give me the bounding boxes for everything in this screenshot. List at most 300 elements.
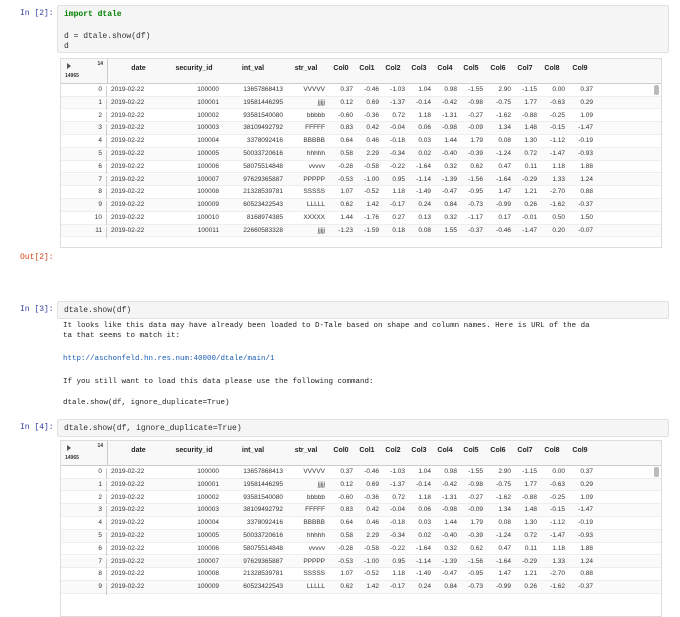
column-header[interactable]: Col7 bbox=[517, 447, 533, 454]
table-cell[interactable]: 1.18 bbox=[392, 188, 405, 196]
table-cell[interactable]: 100010 bbox=[197, 214, 219, 221]
table-cell[interactable]: 0.88 bbox=[580, 188, 593, 196]
table-row[interactable] bbox=[61, 84, 661, 97]
table-cell[interactable]: -1.55 bbox=[468, 468, 483, 475]
table-cell[interactable]: -1.47 bbox=[578, 124, 593, 132]
table-cell[interactable]: 0.13 bbox=[418, 214, 431, 221]
table-cell[interactable]: 0.83 bbox=[340, 506, 353, 514]
column-header[interactable]: str_val bbox=[294, 65, 318, 72]
table-cell[interactable]: -0.58 bbox=[364, 544, 379, 552]
table-cell[interactable]: 0.02 bbox=[418, 150, 431, 157]
table-cell[interactable]: -0.42 bbox=[442, 480, 457, 488]
column-header[interactable]: int_val bbox=[241, 65, 265, 72]
column-header[interactable]: Col6 bbox=[490, 447, 506, 454]
table-cell[interactable]: 0.37 bbox=[580, 468, 593, 475]
table-cell[interactable]: -1.64 bbox=[496, 175, 511, 183]
table-cell[interactable]: -2.70 bbox=[550, 188, 565, 196]
table-cell[interactable]: 2019-02-22 bbox=[111, 201, 145, 209]
table-cell[interactable]: 2019-02-22 bbox=[111, 532, 145, 539]
table-cell[interactable]: 100002 bbox=[197, 111, 219, 119]
table-cell[interactable]: 93581540080 bbox=[243, 111, 283, 119]
table-cell[interactable]: 0.00 bbox=[552, 468, 565, 475]
table-cell[interactable]: -1.03 bbox=[390, 468, 405, 475]
dtale-link[interactable]: http://aschonfeld.hn.res.num:40000/dtale/main/1 bbox=[63, 355, 275, 363]
table-cell[interactable]: 0.08 bbox=[418, 226, 431, 234]
table-cell[interactable]: 0.64 bbox=[340, 137, 353, 145]
table-cell[interactable]: 0.29 bbox=[580, 98, 593, 106]
table-cell[interactable]: 0.58 bbox=[340, 532, 353, 539]
column-header[interactable]: Col5 bbox=[463, 447, 479, 454]
table-cell[interactable]: 2019-02-22 bbox=[111, 506, 145, 514]
table-cell[interactable]: 0.32 bbox=[444, 162, 457, 170]
table-cell[interactable]: 100007 bbox=[197, 175, 219, 183]
table-cell[interactable]: 0.06 bbox=[418, 506, 431, 514]
table-cell[interactable]: -0.95 bbox=[468, 188, 483, 196]
table-cell[interactable]: 1.55 bbox=[444, 226, 457, 234]
table-cell[interactable]: 2.29 bbox=[366, 532, 379, 539]
table-cell[interactable]: -0.25 bbox=[550, 111, 565, 119]
table-cell[interactable]: -1.47 bbox=[550, 532, 565, 539]
table-cell[interactable]: 0.84 bbox=[444, 583, 457, 591]
table-row[interactable] bbox=[61, 148, 661, 161]
table-cell[interactable]: 0.58 bbox=[340, 150, 353, 157]
table-cell[interactable]: -0.46 bbox=[364, 468, 379, 475]
table-cell[interactable]: 0.72 bbox=[392, 111, 405, 119]
table-cell[interactable]: 100008 bbox=[197, 188, 219, 196]
table-cell[interactable]: 13657868413 bbox=[243, 468, 283, 475]
table-cell[interactable]: -0.40 bbox=[442, 532, 457, 539]
table-cell[interactable]: -0.88 bbox=[522, 493, 537, 501]
table-cell[interactable]: -0.09 bbox=[468, 124, 483, 132]
grid-corner[interactable] bbox=[61, 59, 108, 83]
table-cell[interactable]: -0.93 bbox=[578, 150, 593, 157]
table-cell[interactable]: 1.42 bbox=[366, 583, 379, 591]
table-cell[interactable]: 0.37 bbox=[340, 468, 353, 475]
table-cell[interactable]: 0.98 bbox=[444, 468, 457, 475]
table-cell[interactable]: 0.46 bbox=[366, 137, 379, 145]
table-cell[interactable]: 1.18 bbox=[418, 493, 431, 501]
table-cell[interactable]: 22660583328 bbox=[243, 226, 283, 234]
table-cell[interactable]: 19581446295 bbox=[243, 98, 283, 106]
table-cell[interactable]: 0.62 bbox=[340, 201, 353, 209]
table-cell[interactable]: jjjjj bbox=[317, 226, 325, 234]
table-cell[interactable]: 1.44 bbox=[340, 214, 353, 221]
table-cell[interactable]: 0.37 bbox=[340, 86, 353, 93]
table-cell[interactable]: -1.62 bbox=[550, 583, 565, 591]
table-cell[interactable]: 2019-02-22 bbox=[111, 150, 145, 157]
table-cell[interactable]: -0.98 bbox=[442, 506, 457, 514]
code-cell-2[interactable] bbox=[57, 5, 669, 53]
table-cell[interactable]: -0.19 bbox=[578, 137, 593, 145]
table-row[interactable] bbox=[61, 97, 661, 110]
column-header[interactable]: Col9 bbox=[572, 447, 588, 454]
table-cell[interactable]: 2019-02-22 bbox=[111, 493, 145, 501]
table-cell[interactable]: 38109492792 bbox=[243, 124, 283, 132]
table-cell[interactable]: -0.29 bbox=[522, 557, 537, 565]
table-cell[interactable]: -0.95 bbox=[468, 570, 483, 578]
table-cell[interactable]: PPPPP bbox=[303, 557, 325, 565]
table-cell[interactable]: -1.23 bbox=[338, 226, 353, 234]
table-cell[interactable]: 1.50 bbox=[580, 214, 593, 221]
table-cell[interactable]: 0.37 bbox=[580, 86, 593, 93]
table-cell[interactable]: 0.11 bbox=[524, 162, 537, 170]
table-cell[interactable]: 58075514848 bbox=[243, 162, 283, 170]
table-cell[interactable]: 0.08 bbox=[498, 137, 511, 145]
table-cell[interactable]: 1.07 bbox=[340, 188, 353, 196]
table-cell[interactable]: 0.47 bbox=[498, 544, 511, 552]
table-cell[interactable]: 0.29 bbox=[580, 480, 593, 488]
table-row[interactable] bbox=[61, 199, 661, 212]
table-cell[interactable]: 0.72 bbox=[524, 150, 537, 157]
table-cell[interactable]: -1.03 bbox=[390, 86, 405, 93]
table-cell[interactable]: 1.47 bbox=[498, 570, 511, 578]
table-cell[interactable]: -0.18 bbox=[390, 137, 405, 145]
table-cell[interactable]: -0.47 bbox=[442, 188, 457, 196]
table-cell[interactable]: 0.72 bbox=[524, 532, 537, 539]
table-cell[interactable]: 50033720616 bbox=[243, 150, 283, 157]
table-cell[interactable]: 2019-02-22 bbox=[111, 570, 145, 578]
table-cell[interactable]: 2019-02-22 bbox=[111, 544, 145, 552]
table-cell[interactable]: -1.00 bbox=[364, 175, 379, 183]
table-cell[interactable]: 1.42 bbox=[366, 201, 379, 209]
table-cell[interactable]: 100002 bbox=[197, 493, 219, 501]
table-cell[interactable]: 2.90 bbox=[498, 468, 511, 475]
table-cell[interactable]: 100003 bbox=[197, 124, 219, 132]
table-cell[interactable]: -0.27 bbox=[468, 493, 483, 501]
table-cell[interactable]: -0.98 bbox=[468, 98, 483, 106]
table-cell[interactable]: 2019-02-22 bbox=[111, 137, 145, 145]
table-cell[interactable]: 0.95 bbox=[392, 175, 405, 183]
table-cell[interactable]: 2.29 bbox=[366, 150, 379, 157]
table-cell[interactable]: -0.98 bbox=[468, 480, 483, 488]
table-cell[interactable]: -1.55 bbox=[468, 86, 483, 93]
table-cell[interactable]: 0.50 bbox=[552, 214, 565, 221]
table-cell[interactable]: BBBBB bbox=[303, 519, 325, 527]
table-cell[interactable]: -0.14 bbox=[416, 98, 431, 106]
table-cell[interactable]: 1.18 bbox=[552, 544, 565, 552]
table-cell[interactable]: 100000 bbox=[197, 86, 219, 93]
table-cell[interactable]: -0.28 bbox=[338, 544, 353, 552]
table-cell[interactable]: 1.88 bbox=[580, 162, 593, 170]
column-header[interactable]: Col6 bbox=[490, 65, 506, 72]
table-cell[interactable]: 100005 bbox=[197, 532, 219, 539]
table-cell[interactable]: 2019-02-22 bbox=[111, 175, 145, 183]
table-cell[interactable]: 0.03 bbox=[418, 519, 431, 527]
table-cell[interactable]: 2019-02-22 bbox=[111, 214, 145, 221]
table-cell[interactable]: 2019-02-22 bbox=[111, 519, 145, 527]
column-header[interactable]: Col1 bbox=[359, 65, 375, 72]
table-cell[interactable]: -0.52 bbox=[364, 188, 379, 196]
table-cell[interactable]: -0.34 bbox=[390, 532, 405, 539]
table-cell[interactable]: -0.60 bbox=[338, 493, 353, 501]
menu-toggle-icon[interactable] bbox=[67, 63, 71, 69]
table-cell[interactable]: LLLLL bbox=[306, 583, 325, 591]
table-cell[interactable]: 1.77 bbox=[524, 98, 537, 106]
table-cell[interactable]: 1.77 bbox=[524, 480, 537, 488]
table-cell[interactable]: 60523422543 bbox=[243, 201, 283, 209]
table-cell[interactable]: 93581540080 bbox=[243, 493, 283, 501]
table-cell[interactable]: 0.42 bbox=[366, 506, 379, 514]
table-cell[interactable]: 0.26 bbox=[524, 583, 537, 591]
table-row[interactable] bbox=[61, 568, 661, 581]
table-cell[interactable]: 97629365887 bbox=[243, 175, 283, 183]
table-cell[interactable]: -0.18 bbox=[390, 519, 405, 527]
table-cell[interactable]: 1.09 bbox=[580, 493, 593, 501]
table-row[interactable] bbox=[61, 161, 661, 174]
table-row[interactable] bbox=[61, 517, 661, 530]
dtale-grid[interactable] bbox=[60, 58, 662, 248]
table-cell[interactable]: -0.53 bbox=[338, 557, 353, 565]
column-header[interactable]: int_val bbox=[241, 447, 265, 454]
table-cell[interactable]: 100011 bbox=[197, 226, 219, 234]
table-cell[interactable]: 0.24 bbox=[418, 201, 431, 209]
table-cell[interactable]: -1.56 bbox=[468, 557, 483, 565]
table-cell[interactable]: -1.15 bbox=[522, 468, 537, 475]
table-cell[interactable]: 58075514848 bbox=[243, 544, 283, 552]
table-cell[interactable]: XXXXX bbox=[303, 214, 325, 221]
table-cell[interactable]: 0.64 bbox=[340, 519, 353, 527]
table-cell[interactable]: -0.99 bbox=[496, 583, 511, 591]
table-cell[interactable]: 100001 bbox=[197, 98, 219, 106]
table-cell[interactable]: -0.15 bbox=[550, 506, 565, 514]
table-cell[interactable]: -1.14 bbox=[416, 175, 431, 183]
table-cell[interactable]: -0.46 bbox=[364, 86, 379, 93]
table-row[interactable] bbox=[61, 225, 661, 238]
table-cell[interactable]: 0.98 bbox=[444, 86, 457, 93]
table-cell[interactable]: -0.37 bbox=[578, 201, 593, 209]
table-cell[interactable]: -1.12 bbox=[550, 519, 565, 527]
table-cell[interactable]: 100001 bbox=[197, 480, 219, 488]
table-cell[interactable]: -0.39 bbox=[468, 150, 483, 157]
table-cell[interactable]: 1.18 bbox=[392, 570, 405, 578]
table-cell[interactable]: 0.02 bbox=[418, 532, 431, 539]
table-cell[interactable]: -1.56 bbox=[468, 175, 483, 183]
table-cell[interactable]: 1.24 bbox=[580, 557, 593, 565]
column-header[interactable]: Col3 bbox=[411, 65, 427, 72]
table-cell[interactable]: -1.59 bbox=[364, 226, 379, 234]
column-header[interactable]: Col3 bbox=[411, 447, 427, 454]
table-cell[interactable]: vvvvv bbox=[308, 544, 325, 552]
table-cell[interactable]: 100006 bbox=[197, 162, 219, 170]
table-cell[interactable]: -1.49 bbox=[416, 570, 431, 578]
table-cell[interactable]: 2019-02-22 bbox=[111, 86, 145, 93]
table-cell[interactable]: -0.19 bbox=[578, 519, 593, 527]
table-cell[interactable]: hhhhh bbox=[306, 150, 325, 157]
table-cell[interactable]: -1.76 bbox=[364, 214, 379, 221]
table-cell[interactable]: 2019-02-22 bbox=[111, 468, 145, 475]
table-cell[interactable]: 13657868413 bbox=[243, 86, 283, 93]
table-cell[interactable]: -0.88 bbox=[522, 111, 537, 119]
table-cell[interactable]: 1.21 bbox=[524, 188, 537, 196]
table-cell[interactable]: -0.47 bbox=[442, 570, 457, 578]
table-cell[interactable]: 38109492792 bbox=[243, 506, 283, 514]
table-cell[interactable]: vvvvv bbox=[308, 162, 325, 170]
table-cell[interactable]: 0.47 bbox=[498, 162, 511, 170]
table-row[interactable] bbox=[61, 186, 661, 199]
table-cell[interactable]: PPPPP bbox=[303, 175, 325, 183]
table-cell[interactable]: -0.09 bbox=[468, 506, 483, 514]
table-cell[interactable]: 19581446295 bbox=[243, 480, 283, 488]
table-cell[interactable]: LLLLL bbox=[306, 201, 325, 209]
table-cell[interactable]: SSSSS bbox=[303, 570, 325, 578]
table-cell[interactable]: -1.64 bbox=[416, 544, 431, 552]
column-header[interactable]: Col0 bbox=[333, 447, 349, 454]
table-cell[interactable]: 2019-02-22 bbox=[111, 480, 145, 488]
table-cell[interactable]: -0.75 bbox=[496, 98, 511, 106]
column-header[interactable]: Col8 bbox=[544, 447, 560, 454]
table-cell[interactable]: -0.42 bbox=[442, 98, 457, 106]
table-cell[interactable]: -1.14 bbox=[416, 557, 431, 565]
table-cell[interactable]: -0.37 bbox=[578, 583, 593, 591]
table-cell[interactable]: -1.64 bbox=[416, 162, 431, 170]
table-cell[interactable]: -1.64 bbox=[496, 557, 511, 565]
column-header[interactable]: security_id bbox=[175, 65, 213, 72]
table-cell[interactable]: 0.20 bbox=[552, 226, 565, 234]
column-header[interactable]: security_id bbox=[175, 447, 213, 454]
table-cell[interactable]: 0.17 bbox=[498, 214, 511, 221]
column-header[interactable]: Col9 bbox=[572, 65, 588, 72]
table-cell[interactable]: 3378092416 bbox=[246, 519, 283, 527]
table-cell[interactable]: 1.79 bbox=[470, 137, 483, 145]
table-row[interactable] bbox=[61, 479, 661, 492]
table-cell[interactable]: 1.34 bbox=[498, 506, 511, 514]
table-cell[interactable]: 1.44 bbox=[444, 519, 457, 527]
table-cell[interactable]: 0.26 bbox=[524, 201, 537, 209]
table-cell[interactable]: 1.33 bbox=[552, 175, 565, 183]
table-cell[interactable]: SSSSS bbox=[303, 188, 325, 196]
column-header[interactable]: Col0 bbox=[333, 65, 349, 72]
table-cell[interactable]: FFFFF bbox=[305, 506, 325, 514]
table-cell[interactable]: 0.69 bbox=[366, 98, 379, 106]
table-cell[interactable]: -1.37 bbox=[390, 98, 405, 106]
table-cell[interactable]: -0.28 bbox=[338, 162, 353, 170]
table-cell[interactable]: -0.63 bbox=[550, 480, 565, 488]
table-cell[interactable]: -1.62 bbox=[496, 493, 511, 501]
table-cell[interactable]: 1.07 bbox=[340, 570, 353, 578]
table-row[interactable] bbox=[61, 110, 661, 123]
table-cell[interactable]: -0.17 bbox=[390, 583, 405, 591]
table-cell[interactable]: 50033720616 bbox=[243, 532, 283, 539]
table-cell[interactable]: 2019-02-22 bbox=[111, 124, 145, 132]
table-cell[interactable]: -0.14 bbox=[416, 480, 431, 488]
table-cell[interactable]: bbbbb bbox=[306, 111, 325, 119]
table-cell[interactable]: 1.21 bbox=[524, 570, 537, 578]
table-cell[interactable]: 1.47 bbox=[498, 188, 511, 196]
table-cell[interactable]: 100008 bbox=[197, 570, 219, 578]
table-cell[interactable]: bbbbb bbox=[306, 493, 325, 501]
code-cell-3[interactable] bbox=[57, 301, 669, 319]
table-cell[interactable]: 0.32 bbox=[444, 544, 457, 552]
table-cell[interactable]: 0.27 bbox=[392, 214, 405, 221]
table-cell[interactable]: -0.60 bbox=[338, 111, 353, 119]
table-cell[interactable]: -0.46 bbox=[496, 226, 511, 234]
table-row[interactable] bbox=[61, 581, 661, 594]
column-header[interactable]: date bbox=[131, 447, 146, 454]
table-cell[interactable]: 0.06 bbox=[418, 124, 431, 132]
table-cell[interactable]: 2019-02-22 bbox=[111, 226, 145, 234]
table-cell[interactable]: -0.22 bbox=[390, 162, 405, 170]
table-cell[interactable]: 100000 bbox=[197, 468, 219, 475]
table-cell[interactable]: -0.99 bbox=[496, 201, 511, 209]
table-cell[interactable]: 3378092416 bbox=[246, 137, 283, 145]
table-cell[interactable]: 100003 bbox=[197, 506, 219, 514]
table-cell[interactable]: 1.04 bbox=[418, 86, 431, 93]
table-cell[interactable]: -0.27 bbox=[468, 111, 483, 119]
column-header[interactable]: Col8 bbox=[544, 65, 560, 72]
table-cell[interactable]: -1.12 bbox=[550, 137, 565, 145]
column-header[interactable]: Col1 bbox=[359, 447, 375, 454]
table-cell[interactable]: 0.72 bbox=[392, 493, 405, 501]
column-header[interactable]: Col5 bbox=[463, 65, 479, 72]
table-cell[interactable]: -0.98 bbox=[442, 124, 457, 132]
table-cell[interactable]: 2019-02-22 bbox=[111, 111, 145, 119]
table-cell[interactable]: BBBBB bbox=[303, 137, 325, 145]
table-cell[interactable]: hhhhh bbox=[306, 532, 325, 539]
table-cell[interactable]: -0.22 bbox=[390, 544, 405, 552]
table-cell[interactable]: 100009 bbox=[197, 201, 219, 209]
table-cell[interactable]: -1.39 bbox=[442, 175, 457, 183]
table-cell[interactable]: 0.83 bbox=[340, 124, 353, 132]
table-cell[interactable]: 0.03 bbox=[418, 137, 431, 145]
table-cell[interactable]: -1.37 bbox=[390, 480, 405, 488]
table-cell[interactable]: 21328539781 bbox=[243, 188, 283, 196]
table-cell[interactable]: 0.12 bbox=[340, 480, 353, 488]
table-cell[interactable]: -0.29 bbox=[522, 175, 537, 183]
table-cell[interactable]: -1.62 bbox=[496, 111, 511, 119]
table-cell[interactable]: -0.39 bbox=[468, 532, 483, 539]
table-cell[interactable]: 0.62 bbox=[470, 544, 483, 552]
column-header[interactable]: str_val bbox=[294, 447, 318, 454]
table-cell[interactable]: 2019-02-22 bbox=[111, 583, 145, 591]
table-cell[interactable]: 0.42 bbox=[366, 124, 379, 132]
table-cell[interactable]: VVVVV bbox=[303, 468, 325, 475]
table-cell[interactable]: -1.17 bbox=[468, 214, 483, 221]
table-cell[interactable]: -1.49 bbox=[416, 188, 431, 196]
column-header[interactable]: Col4 bbox=[437, 65, 453, 72]
table-cell[interactable]: 1.44 bbox=[444, 137, 457, 145]
table-cell[interactable]: -1.47 bbox=[550, 150, 565, 157]
table-cell[interactable]: -0.34 bbox=[390, 150, 405, 157]
table-row[interactable] bbox=[61, 504, 661, 517]
table-cell[interactable]: -0.75 bbox=[496, 480, 511, 488]
table-cell[interactable]: -0.04 bbox=[390, 124, 405, 132]
table-cell[interactable]: 0.46 bbox=[366, 519, 379, 527]
table-cell[interactable]: -0.52 bbox=[364, 570, 379, 578]
table-cell[interactable]: 100009 bbox=[197, 583, 219, 591]
table-cell[interactable]: -1.24 bbox=[496, 532, 511, 539]
table-cell[interactable]: 1.04 bbox=[418, 468, 431, 475]
table-cell[interactable]: 1.18 bbox=[418, 111, 431, 119]
dtale-grid[interactable] bbox=[60, 440, 662, 617]
table-cell[interactable]: -0.01 bbox=[522, 214, 537, 221]
table-cell[interactable]: -1.31 bbox=[442, 111, 457, 119]
table-cell[interactable]: -0.04 bbox=[390, 506, 405, 514]
table-cell[interactable]: -0.73 bbox=[468, 201, 483, 209]
scrollbar[interactable] bbox=[654, 85, 659, 95]
table-cell[interactable]: 0.69 bbox=[366, 480, 379, 488]
table-cell[interactable]: -1.15 bbox=[522, 86, 537, 93]
table-row[interactable] bbox=[61, 543, 661, 556]
table-cell[interactable]: -0.40 bbox=[442, 150, 457, 157]
table-row[interactable] bbox=[61, 174, 661, 187]
table-cell[interactable]: 60523422543 bbox=[243, 583, 283, 591]
table-cell[interactable]: 1.33 bbox=[552, 557, 565, 565]
table-cell[interactable]: FFFFF bbox=[305, 124, 325, 132]
table-cell[interactable]: -0.25 bbox=[550, 493, 565, 501]
table-cell[interactable]: 1.48 bbox=[524, 124, 537, 132]
table-cell[interactable]: 8168974385 bbox=[246, 214, 283, 221]
table-cell[interactable]: 100004 bbox=[197, 137, 219, 145]
